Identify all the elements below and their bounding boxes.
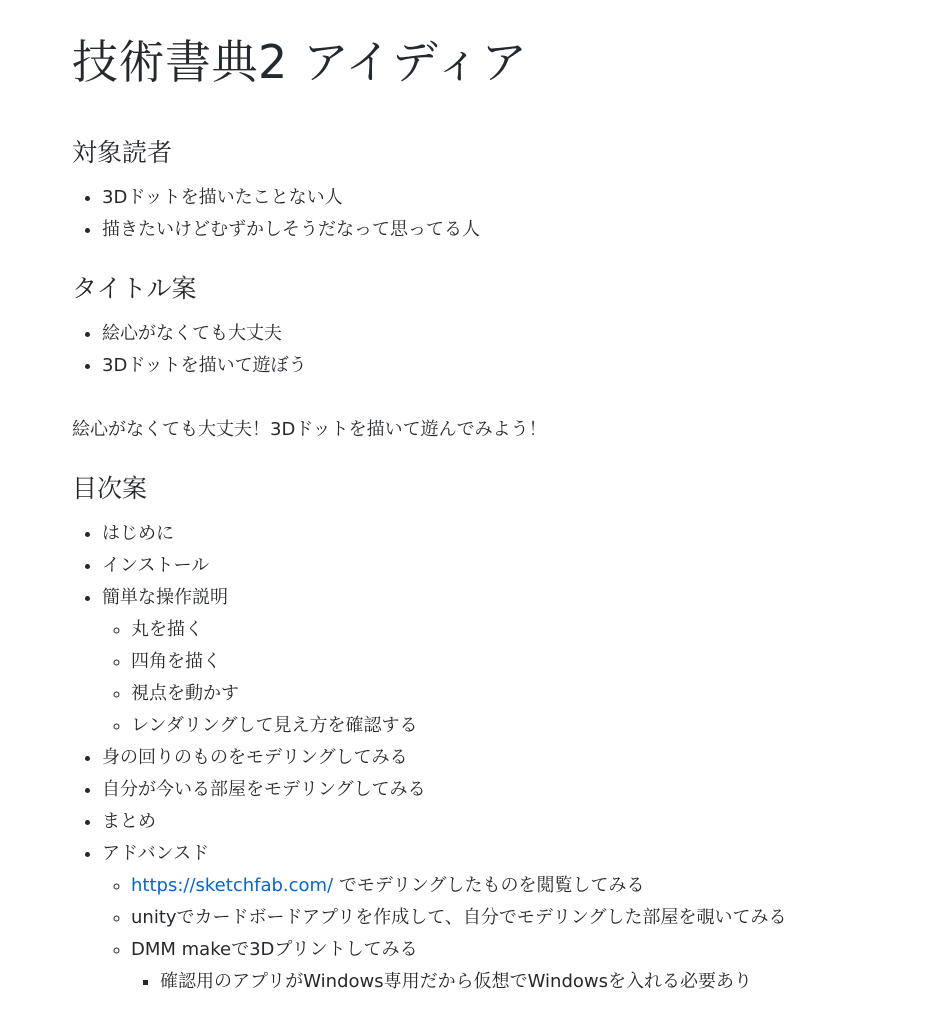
list-item — [131, 934, 904, 998]
audience-heading: 対象読者 — [72, 138, 173, 167]
list-item: ▪ 確認用のアプリがWindows専用だから仮想でWindowsを入れる必要あり — [160, 966, 904, 998]
sub-sub-list — [131, 966, 904, 998]
list-item: ◦ レンダリングして見え方を確認する — [131, 710, 904, 742]
list-item: ◦ 丸を描く — [131, 614, 904, 646]
sub-list — [102, 870, 904, 998]
title-ideas-heading: タイトル案 — [72, 274, 197, 303]
list-item: • 絵心がなくても大丈夫 — [102, 318, 904, 350]
list-item: • はじめに — [102, 518, 904, 550]
list-item: • 3Dドットを描いたことない人 — [102, 182, 904, 214]
list-item: • インストール — [102, 550, 904, 582]
toc-list — [72, 518, 904, 998]
audience-list — [72, 182, 904, 246]
sketchfab-link[interactable]: https://sketchfab.com/ — [131, 875, 334, 896]
page-title: 技術書典2 アイディア — [72, 35, 528, 89]
list-item: • 3Dドットを描いて遊ぼう — [102, 350, 904, 382]
list-item — [102, 838, 904, 998]
list-item-label: アドバンスド — [102, 843, 210, 864]
list-item — [102, 582, 904, 742]
list-item: ◦ unityでカードボードアプリを作成して、自分でモデリングした部屋を覗いてみる — [131, 902, 904, 934]
sub-list — [102, 614, 904, 742]
summary-paragraph: 絵心がなくても大丈夫！3Dドットを描いて遊んでみよう！ — [72, 419, 547, 440]
list-item-label: 簡単な操作説明 — [102, 587, 228, 608]
list-item: • 自分が今いる部屋をモデリングしてみる — [102, 774, 904, 806]
list-item-label: DMM makeで3Dプリントしてみる — [131, 939, 418, 960]
sketchfab-text: でモデリングしたものを閲覧してみる — [333, 875, 645, 896]
title-ideas-list — [72, 318, 904, 382]
list-item: • 描きたいけどむずかしそうだなって思ってる人 — [102, 214, 904, 246]
list-item: • まとめ — [102, 806, 904, 838]
list-item — [131, 870, 904, 902]
list-item: ◦ 四角を描く — [131, 646, 904, 678]
list-item: • 身の回りのものをモデリングしてみる — [102, 742, 904, 774]
toc-heading: 目次案 — [72, 474, 148, 503]
list-item: ◦ 視点を動かす — [131, 678, 904, 710]
